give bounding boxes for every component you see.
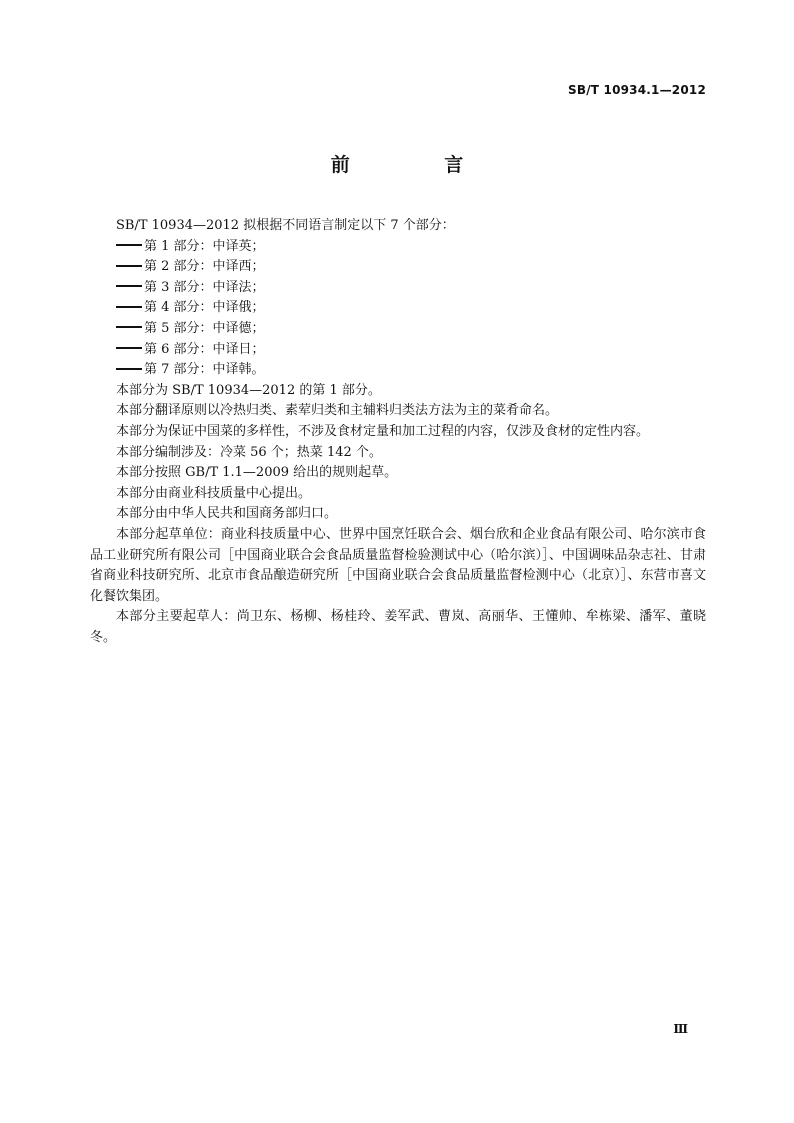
dash-icon bbox=[116, 347, 142, 349]
list-item-text: 第 3 部分：中译法； bbox=[144, 279, 265, 295]
dash-icon bbox=[116, 285, 142, 287]
list-item bbox=[90, 237, 706, 258]
dash-icon bbox=[116, 326, 142, 328]
dash-icon bbox=[116, 265, 142, 267]
list-item bbox=[90, 298, 706, 319]
drafting-units-paragraph: 本部分起草单位：商业科技质量中心、世界中国烹饪联合会、烟台欣和企业食品有限公司、哈尔滨市食品工业研究所有限公司［中国商业联合会食品质量监督检验测试中心（哈尔滨）］、中国调味品杂志社、甘肃省商业科技研究所、北京市食品酿造研究所［中国商业联合会食品质量监督检测中心（北京）］、东营市喜文化餐饮集团。 bbox=[90, 526, 706, 604]
page-number: Ⅲ bbox=[673, 1022, 688, 1036]
drafters-paragraph: 本部分主要起草人：尚卫东、杨柳、杨桂玲、姜军武、曹岚、高丽华、王懂帅、牟栋梁、潘军、董晓冬。 bbox=[90, 609, 706, 645]
list-item bbox=[90, 278, 706, 299]
body-paragraph: 本部分为 SB/T 10934—2012 的第 1 部分。 bbox=[116, 382, 381, 398]
document-body bbox=[90, 216, 706, 648]
list-item bbox=[90, 340, 706, 361]
list-item-text: 第 5 部分：中译德； bbox=[144, 320, 265, 336]
list-item bbox=[90, 319, 706, 340]
body-paragraph: 本部分由商业科技质量中心提出。 bbox=[116, 485, 312, 501]
list-item-text: 第 2 部分：中译西； bbox=[144, 259, 265, 275]
body-paragraph: 本部分按照 GB/T 1.1—2009 给出的规则起草。 bbox=[116, 465, 398, 481]
list-item-text: 第 1 部分：中译英； bbox=[144, 238, 265, 254]
list-item bbox=[90, 257, 706, 278]
body-paragraph: 本部分由中华人民共和国商务部归口。 bbox=[116, 506, 338, 522]
body-paragraph: 本部分为保证中国菜的多样性，不涉及食材定量和加工过程的内容，仅涉及食材的定性内容。 bbox=[116, 423, 650, 439]
dash-icon bbox=[116, 368, 142, 370]
list-item bbox=[90, 360, 706, 381]
dash-icon bbox=[116, 306, 142, 308]
dash-icon bbox=[116, 244, 142, 246]
intro-paragraph: SB/T 10934—2012 拟根据不同语言制定以下 7 个部分： bbox=[116, 218, 455, 233]
list-item-text: 第 6 部分：中译日； bbox=[144, 341, 265, 357]
page-title: 前 言 bbox=[330, 154, 508, 176]
list-item-text: 第 7 部分：中译韩。 bbox=[144, 362, 265, 378]
standard-code: SB/T 10934.1—2012 bbox=[568, 83, 706, 97]
list-item-text: 第 4 部分：中译俄； bbox=[144, 300, 265, 316]
body-paragraph: 本部分编制涉及：冷菜 56 个；热菜 142 个。 bbox=[116, 444, 382, 460]
body-paragraph: 本部分翻译原则以冷热归类、素荤归类和主辅料归类法方法为主的菜肴命名。 bbox=[116, 403, 559, 419]
